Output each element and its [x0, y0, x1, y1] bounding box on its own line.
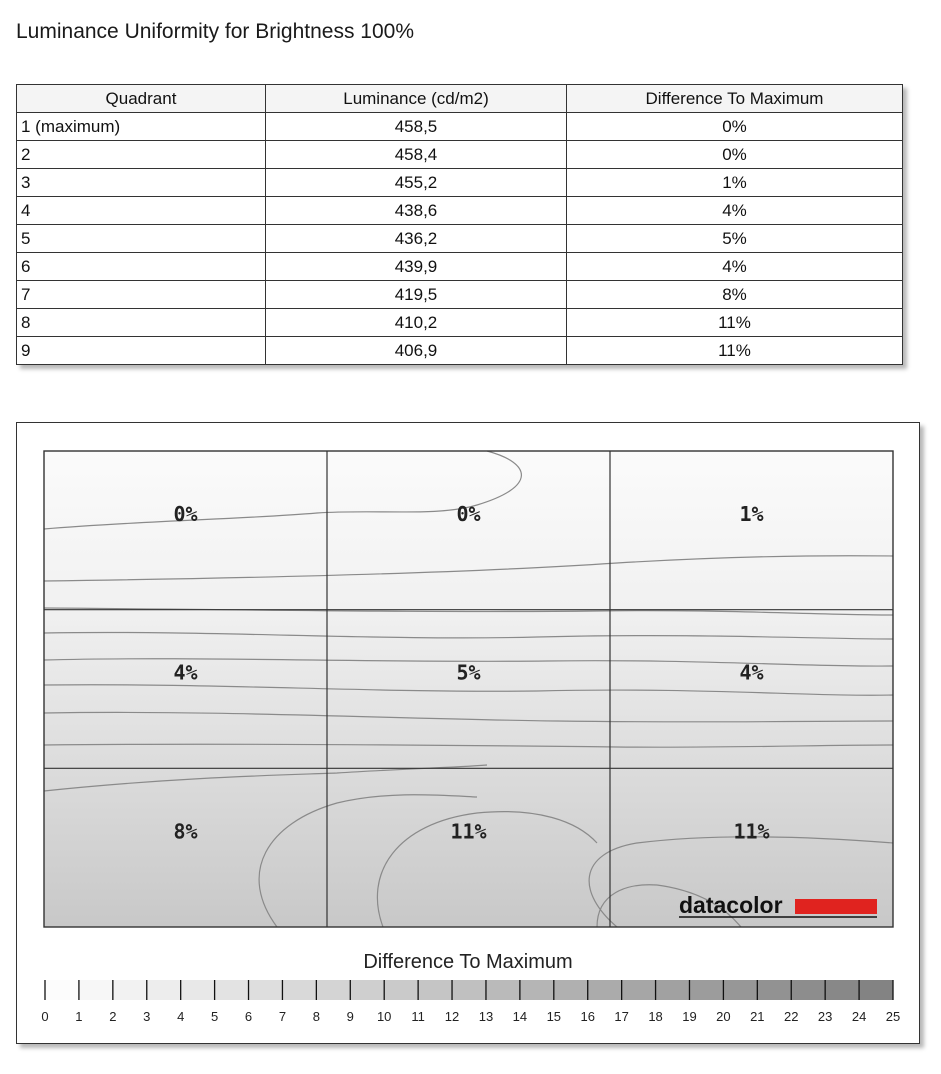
- cell-quadrant: 4: [17, 197, 266, 225]
- scale-tick-label: 21: [750, 1009, 765, 1024]
- scale-tick-label: 13: [478, 1009, 494, 1024]
- cell-label: 11%: [733, 819, 770, 844]
- table-row: [17, 281, 903, 309]
- cell-luminance: 410,2: [266, 309, 567, 337]
- header-difference: Difference To Maximum: [567, 85, 903, 113]
- cell-luminance: 458,5: [266, 113, 567, 141]
- cell-label: 0%: [173, 502, 198, 526]
- scale-segment: [113, 980, 147, 1000]
- scale-tick-label: 2: [109, 1009, 117, 1024]
- scale-tick-label: 16: [580, 1009, 595, 1024]
- scale-tick-label: 10: [376, 1009, 392, 1024]
- scale-segment: [723, 980, 757, 1000]
- cell-label: 0%: [456, 502, 481, 526]
- uniformity-table-wrapper: [16, 84, 903, 365]
- logo-text: datacolor: [679, 892, 783, 918]
- cell-difference: 11%: [567, 337, 903, 365]
- scale-segment: [656, 980, 690, 1000]
- cell-label: 1%: [739, 502, 764, 526]
- cell-label: 11%: [450, 819, 487, 844]
- table-row: [17, 309, 903, 337]
- scale-tick-label: 20: [716, 1009, 731, 1024]
- table-row: [17, 169, 903, 197]
- scale-segment: [147, 980, 181, 1000]
- scale-tick-label: 8: [312, 1009, 320, 1024]
- cell-difference: 4%: [567, 197, 903, 225]
- scale-segment: [859, 980, 893, 1000]
- table-row: [17, 337, 903, 365]
- scale-segment: [384, 980, 418, 1000]
- cell-difference: 0%: [567, 113, 903, 141]
- cell-difference: 8%: [567, 281, 903, 309]
- scale-segment: [79, 980, 113, 1000]
- cell-label: 4%: [739, 660, 764, 685]
- cell-luminance: 419,5: [266, 281, 567, 309]
- cell-quadrant: 2: [17, 141, 266, 169]
- header-quadrant: Quadrant: [17, 85, 266, 113]
- scale-segment: [215, 980, 249, 1000]
- cell-quadrant: 6: [17, 253, 266, 281]
- scale-tick-label: 22: [784, 1009, 799, 1024]
- cell-quadrant: 8: [17, 309, 266, 337]
- scale-tick-label: 5: [210, 1009, 219, 1024]
- scale-segment: [825, 980, 859, 1000]
- scale-segment: [791, 980, 825, 1000]
- cell-luminance: 439,9: [266, 253, 567, 281]
- cell-quadrant: 9: [17, 337, 266, 365]
- page-title: Luminance Uniformity for Brightness 100%: [16, 20, 415, 43]
- cell-luminance: 438,6: [266, 197, 567, 225]
- scale-tick-label: 19: [682, 1009, 697, 1024]
- table-row: [17, 225, 903, 253]
- scale-segment: [486, 980, 520, 1000]
- scale-segment: [689, 980, 723, 1000]
- scale-tick-label: 15: [546, 1009, 562, 1024]
- cell-luminance: 436,2: [266, 225, 567, 253]
- cell-quadrant: 5: [17, 225, 266, 253]
- scale-tick-label: 12: [444, 1009, 460, 1024]
- header-luminance: Luminance (cd/m2): [266, 85, 567, 113]
- cell-label: 4%: [173, 660, 198, 685]
- scale-segment: [757, 980, 791, 1000]
- cell-quadrant: 1 (maximum): [17, 113, 266, 141]
- table-row: [17, 253, 903, 281]
- color-scale: [41, 980, 900, 1024]
- cell-quadrant: 7: [17, 281, 266, 309]
- scale-title: Difference To Maximum: [363, 951, 573, 973]
- scale-tick-label: 9: [346, 1009, 354, 1024]
- scale-tick-label: 24: [851, 1009, 867, 1024]
- logo-red-bar: [795, 899, 877, 914]
- scale-segment: [588, 980, 622, 1000]
- uniformity-heatmap: [17, 423, 919, 1043]
- scale-tick-label: 17: [614, 1009, 629, 1024]
- scale-tick-label: 4: [177, 1009, 185, 1024]
- cell-difference: 4%: [567, 253, 903, 281]
- scale-segment: [181, 980, 215, 1000]
- cell-luminance: 455,2: [266, 169, 567, 197]
- cell-difference: 0%: [567, 141, 903, 169]
- scale-tick-label: 11: [411, 1009, 425, 1024]
- table-row: [17, 141, 903, 169]
- cell-label: 8%: [173, 819, 198, 844]
- scale-segment: [350, 980, 384, 1000]
- scale-tick-label: 0: [41, 1009, 49, 1024]
- scale-tick-label: 14: [512, 1009, 528, 1024]
- scale-tick-label: 3: [143, 1009, 151, 1024]
- scale-segment: [249, 980, 283, 1000]
- scale-tick-label: 7: [278, 1009, 287, 1024]
- cell-difference: 5%: [567, 225, 903, 253]
- scale-tick-label: 6: [244, 1009, 253, 1024]
- scale-tick-label: 18: [648, 1009, 663, 1024]
- table-row: [17, 197, 903, 225]
- scale-tick-label: 23: [817, 1009, 833, 1024]
- cell-luminance: 458,4: [266, 141, 567, 169]
- scale-segment: [45, 980, 79, 1000]
- scale-segment: [520, 980, 554, 1000]
- cell-difference: 1%: [567, 169, 903, 197]
- cell-label: 5%: [456, 660, 481, 685]
- scale-segment: [452, 980, 486, 1000]
- scale-segment: [282, 980, 316, 1000]
- scale-segment: [622, 980, 656, 1000]
- uniformity-table: [16, 84, 903, 365]
- table-header-row: [17, 85, 903, 113]
- scale-segment: [316, 980, 350, 1000]
- scale-segment: [554, 980, 588, 1000]
- uniformity-chart-panel: [16, 422, 920, 1044]
- scale-tick-label: 1: [75, 1009, 83, 1024]
- cell-quadrant: 3: [17, 169, 266, 197]
- table-row: [17, 113, 903, 141]
- cell-luminance: 406,9: [266, 337, 567, 365]
- scale-segment: [418, 980, 452, 1000]
- cell-difference: 11%: [567, 309, 903, 337]
- scale-tick-label: 25: [885, 1009, 901, 1024]
